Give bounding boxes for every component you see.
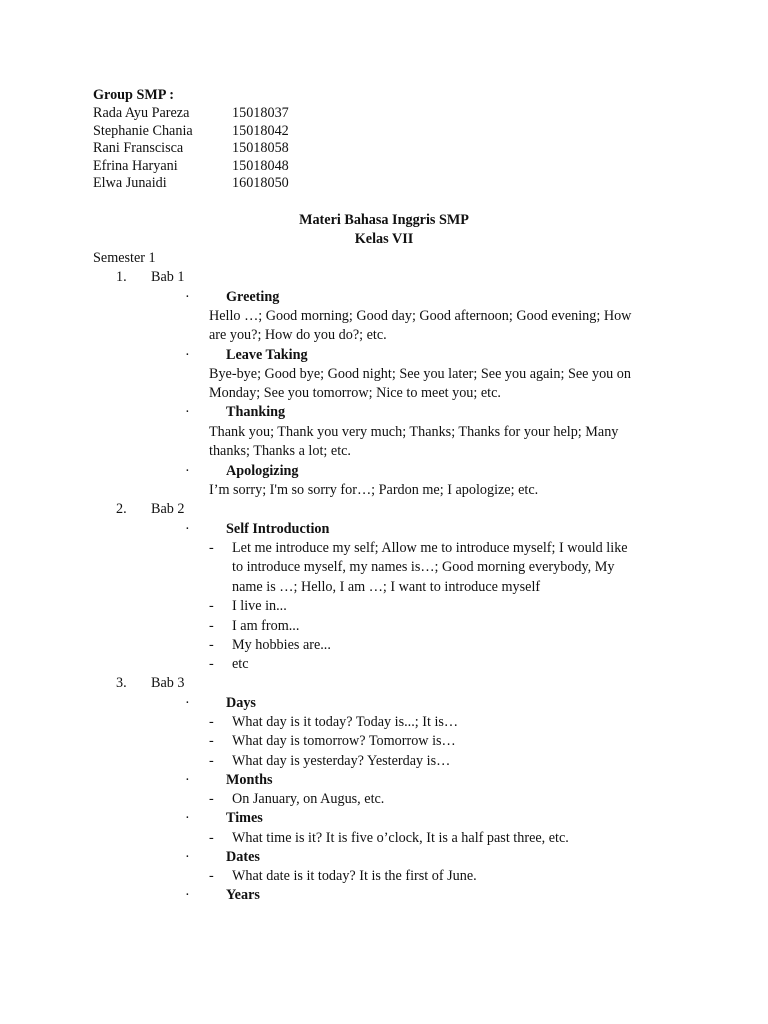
bab-label: Bab 3: [151, 675, 185, 691]
bullet-icon: ·: [185, 695, 190, 711]
list-item-text: What time is it? It is five o’clock, It is a half past three, etc.: [232, 830, 569, 846]
topic-title: Greeting: [226, 289, 280, 305]
topic-title: Self Introduction: [226, 521, 330, 537]
list-item-text: What day is yesterday? Yesterday is…: [232, 753, 451, 769]
topic-title: Dates: [226, 849, 260, 865]
dash-icon: -: [209, 598, 214, 614]
list-item-text: I am from...: [232, 618, 300, 634]
dash-icon: -: [209, 791, 214, 807]
member-id: 15018058: [232, 140, 289, 156]
member-id: 16018050: [232, 175, 289, 191]
dash-icon: -: [209, 637, 214, 653]
topic-text: I’m sorry; I'm so sorry for…; Pardon me; I apologize; etc.: [209, 482, 539, 498]
list-item-text: etc: [232, 656, 249, 672]
bab-label: Bab 1: [151, 269, 185, 285]
topic-title: Thanking: [226, 404, 286, 420]
semester-label: Semester 1: [93, 250, 156, 266]
topic-text: are you?; How do you do?; etc.: [209, 327, 387, 343]
bab-label: Bab 2: [151, 501, 185, 517]
list-item-text: On January, on Augus, etc.: [232, 791, 385, 807]
member-id: 15018037: [232, 105, 289, 121]
topic-title: Leave Taking: [226, 347, 308, 363]
dash-icon: -: [209, 656, 214, 672]
list-item-text: My hobbies are...: [232, 637, 331, 653]
bab-number: 2.: [116, 501, 127, 517]
bullet-icon: ·: [185, 521, 190, 537]
list-item-text: name is …; Hello, I am …; I want to introduce myself: [232, 579, 541, 595]
topic-text: Hello …; Good morning; Good day; Good afternoon; Good evening; How: [209, 308, 632, 324]
list-item-text: What date is it today? It is the first of June.: [232, 868, 477, 884]
bullet-icon: ·: [185, 849, 190, 865]
list-item-text: What day is it today? Today is...; It is…: [232, 714, 459, 730]
dash-icon: -: [209, 714, 214, 730]
bab-number: 3.: [116, 675, 127, 691]
dash-icon: -: [209, 868, 214, 884]
bullet-icon: ·: [185, 347, 190, 363]
topic-title: Days: [226, 695, 256, 711]
member-name: Rada Ayu Pareza: [93, 105, 190, 121]
bullet-icon: ·: [185, 772, 190, 788]
topic-text: Thank you; Thank you very much; Thanks; Thanks for your help; Many: [209, 424, 619, 440]
member-id: 15018048: [232, 158, 289, 174]
bullet-icon: ·: [185, 289, 190, 305]
dash-icon: -: [209, 733, 214, 749]
topic-text: Monday; See you tomorrow; Nice to meet you; etc.: [209, 385, 501, 401]
list-item-text: to introduce myself, my names is…; Good morning everybody, My: [232, 559, 615, 575]
bullet-icon: ·: [185, 404, 190, 420]
dash-icon: -: [209, 618, 214, 634]
document-subtitle: Kelas VII: [354, 231, 414, 247]
member-name: Efrina Haryani: [93, 158, 178, 174]
bab-number: 1.: [116, 269, 127, 285]
list-item-text: What day is tomorrow? Tomorrow is…: [232, 733, 456, 749]
topic-text: Bye-bye; Good bye; Good night; See you later; See you again; See you on: [209, 366, 631, 382]
dash-icon: -: [209, 753, 214, 769]
list-item-text: I live in...: [232, 598, 287, 614]
member-name: Elwa Junaidi: [93, 175, 167, 191]
document-title: Materi Bahasa Inggris SMP: [299, 212, 469, 228]
group-heading: Group SMP :: [93, 87, 174, 103]
member-id: 15018042: [232, 123, 289, 139]
topic-title: Months: [226, 772, 273, 788]
bullet-icon: ·: [185, 810, 190, 826]
list-item-text: Let me introduce my self; Allow me to introduce myself; I would like: [232, 540, 628, 556]
topic-title: Years: [226, 887, 260, 903]
topic-title: Times: [226, 810, 263, 826]
topic-title: Apologizing: [226, 463, 299, 479]
member-name: Stephanie Chania: [93, 123, 193, 139]
bullet-icon: ·: [185, 463, 190, 479]
dash-icon: -: [209, 540, 214, 556]
dash-icon: -: [209, 830, 214, 846]
member-name: Rani Franscisca: [93, 140, 184, 156]
topic-text: thanks; Thanks a lot; etc.: [209, 443, 351, 459]
bullet-icon: ·: [185, 887, 190, 903]
